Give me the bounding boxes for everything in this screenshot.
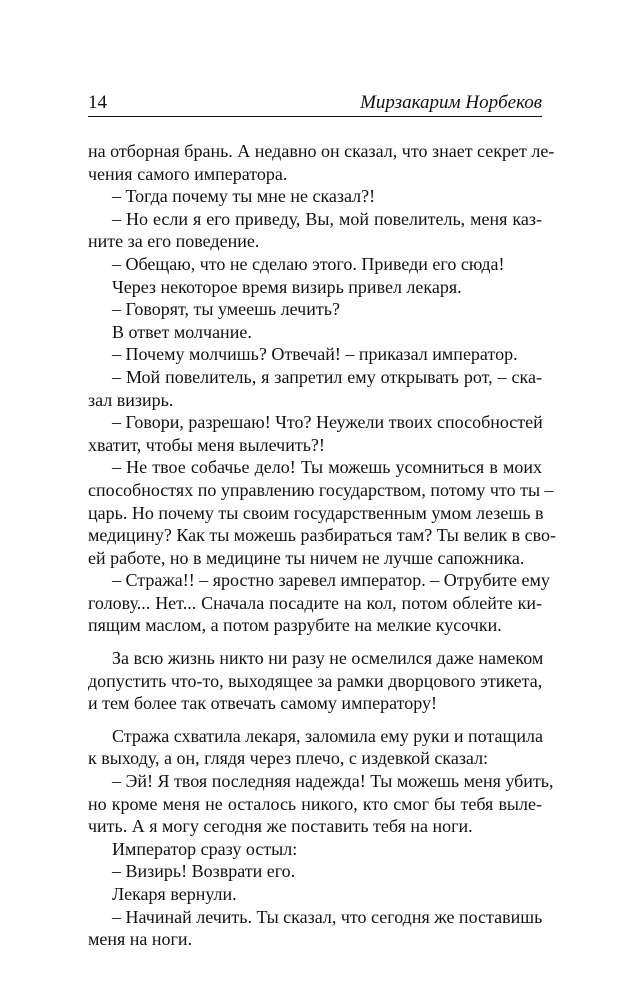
text-line: ей работе, но в медицине ты ничем не лучше сапожника. (88, 547, 525, 568)
text-line: но кроме меня не осталось никого, кто смог бы тебя выле- (88, 793, 542, 814)
text-line: к выходу, а он, глядя через плечо, с издевкой сказал: (88, 748, 489, 769)
text-line: чить. А я могу сегодня же поставить тебя на ноги. (88, 816, 473, 837)
text-line: – Тогда почему ты мне не сказал?! (112, 186, 376, 207)
header-rule (88, 116, 542, 117)
text-line: Император сразу остыл: (112, 838, 298, 859)
paragraph-gap (88, 637, 542, 647)
running-head: Мирзакарим Норбеков (360, 92, 542, 113)
text-line: медицину? Как ты можешь разбираться там? Ты велик в сво- (88, 525, 556, 546)
text-line: – Эй! Я твоя последняя надежда! Ты можешь меня убить, (112, 771, 554, 792)
text-line: на отборная брань. А недавно он сказал, что знает секрет ле- (88, 141, 555, 161)
text-line: хватит, чтобы меня вылечить?! (88, 434, 325, 455)
text-line: – Не твое собачье дело! Ты можешь усомниться в моих (112, 457, 542, 478)
text-line: – Обещаю, что не сделаю этого. Приведи его сюда! (112, 253, 505, 274)
text-line: царь. Но почему ты своим государственным умом лезешь в (88, 502, 544, 523)
text-line: меня на ноги. (88, 929, 193, 950)
text-line: – Почему молчишь? Отвечай! – приказал император. (112, 344, 518, 365)
text-line: – Мой повелитель, я запретил ему открывать рот, – ска- (112, 366, 542, 387)
paragraph-gap (88, 715, 542, 725)
text-line: – Стража!! – яростно заревел император. – Отрубите ему (112, 570, 550, 591)
page-number: 14 (88, 92, 107, 113)
text-line: – Визирь! Возврати его. (112, 861, 296, 882)
text-line: – Говорят, ты умеешь лечить? (112, 299, 340, 320)
text-line: В ответ молчание. (112, 321, 252, 342)
text-line: – Но если я его приведу, Вы, мой повелитель, меня каз- (112, 208, 542, 229)
text-line: – Начинай лечить. Ты сказал, что сегодня же поставишь (112, 906, 543, 927)
text-line: За всю жизнь никто ни разу не осмелился даже намеком (112, 648, 544, 669)
text-line: чения самого императора. (88, 163, 288, 184)
page-header (88, 88, 542, 118)
text-line: и тем более так отвечать самому императору! (88, 693, 437, 714)
text-line: зал визирь. (88, 389, 174, 410)
text-line: пящим маслом, а потом разрубите на мелкие кусочки. (88, 615, 502, 636)
text-line: допустить что-то, выходящее за рамки дворцового этикета, (88, 670, 543, 691)
text-line: Стража схватила лекаря, заломила ему руки и потащила (112, 725, 543, 746)
text-line: Лекаря вернули. (112, 884, 237, 904)
text-line: Через некоторое время визирь привел лекаря. (112, 276, 462, 297)
body-text (88, 140, 556, 951)
text-line: способностях по управлению государством, потому что ты – (88, 479, 554, 500)
text-line: ните за его поведение. (88, 231, 260, 252)
text-line: голову... Нет... Сначала посадите на кол, потом облейте ки- (88, 592, 542, 613)
text-line: – Говори, разрешаю! Что? Неужели твоих способностей (112, 412, 543, 433)
